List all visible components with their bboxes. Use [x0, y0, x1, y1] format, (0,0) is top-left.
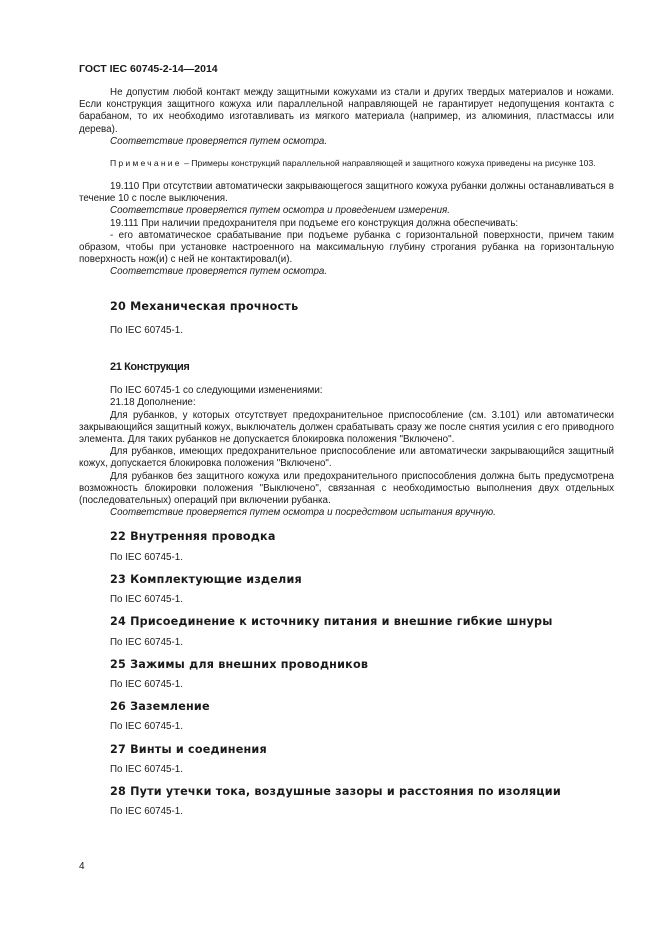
paragraph-no-guard: Для рубанков, у которых отсутствует предохранительное приспособление (см. 3.101) или автоматически закрывающийся защитный кожух, выключатель должен срабатывать сразу же после снятия усилия с его приводного элемента. Для таких рубанков не допускается блокировка положения "Включено". [79, 409, 614, 446]
section-title-20: 20 Механическая прочность [110, 299, 299, 313]
section-title-23: 23 Комплектующие изделия [110, 572, 302, 586]
paragraph-lock-off: Для рубанков без защитного кожуха или предохранительного приспособления должна быть предусмотрена возможность блокировки положения "Выключено", связанная с необходимостью выполнения двух отдельных (последовательных) операций при включении рубанка. [79, 470, 614, 507]
section-title-25: 25 Зажимы для внешних проводников [110, 657, 369, 671]
standard-header: ГОСТ IEC 60745-2-14—2014 [79, 63, 218, 75]
section-title-22: 22 Внутренняя проводка [110, 530, 276, 544]
section-title-26: 26 Заземление [110, 700, 210, 714]
section-reference: По IEC 60745-1. [110, 636, 183, 648]
compliance-check: Соответствие проверяется путем осмотра. [110, 135, 328, 147]
clause-19-111-item: - его автоматическое срабатывание при подъеме рубанка с горизонтальной поверхности, причем таким образом, чтобы при установке настроенного на максимальную глубину строгания рубанка на горизонтальную поверхность нож(и) с ней не контактировал(и). [79, 229, 614, 266]
section-title-28: 28 Пути утечки тока, воздушные зазоры и расстояния по изоляции [110, 784, 561, 798]
clause-19-111: 19.111 При наличии предохранителя при подъеме его конструкция должна обеспечивать: [110, 217, 519, 229]
section-title-27: 27 Винты и соединения [110, 742, 267, 756]
section-title-21: 21 Конструкция [110, 361, 190, 374]
note-label: Примечание [110, 158, 182, 169]
section-reference: По IEC 60745-1. [110, 806, 183, 818]
paragraph-with-guard: Для рубанков, имеющих предохранительное приспособление или автоматически закрывающийся защитный кожух, допускается блокировка положения "Включено". [79, 446, 614, 470]
compliance-check: Соответствие проверяется путем осмотра и посредством испытания вручную. [110, 507, 496, 519]
page-content [79, 87, 614, 818]
note-text: – Примеры конструкций параллельной направляющей и защитного кожуха приведены на рисунке 103. [181, 158, 596, 169]
clause-19-110: 19.110 При отсутствии автоматически закрывающегося защитного кожуха рубанки должны останавливаться в течение 10 с после выключения. [79, 181, 614, 205]
paragraph-guard-contact: Не допустим любой контакт между защитными кожухами из стали и других твердых материалов и ножами. Если конструкция защитного кожуха или параллельной направляющей не гарантирует недопущения контакта с барабаном, то их необходимо изготавливать из мягкого материала (например, из алюминия, пластмассы или дерева). [79, 87, 614, 135]
note [79, 158, 614, 169]
clause-21-18: 21.18 Дополнение: [110, 397, 196, 409]
section-reference: По IEC 60745-1. [110, 594, 183, 606]
section-reference: По IEC 60745-1. [110, 324, 183, 336]
compliance-check: Соответствие проверяется путем осмотра и проведением измерения. [110, 205, 450, 217]
section-reference: По IEC 60745-1. [110, 763, 183, 775]
section-reference: По IEC 60745-1. [110, 551, 183, 563]
page-number: 4 [79, 861, 85, 872]
section-reference: По IEC 60745-1. [110, 678, 183, 690]
compliance-check: Соответствие проверяется путем осмотра. [110, 266, 328, 278]
section-reference: По IEC 60745-1. [110, 721, 183, 733]
section-intro: По IEC 60745-1 со следующими изменениями: [110, 385, 323, 397]
section-title-24: 24 Присоединение к источнику питания и внешние гибкие шнуры [110, 615, 553, 629]
